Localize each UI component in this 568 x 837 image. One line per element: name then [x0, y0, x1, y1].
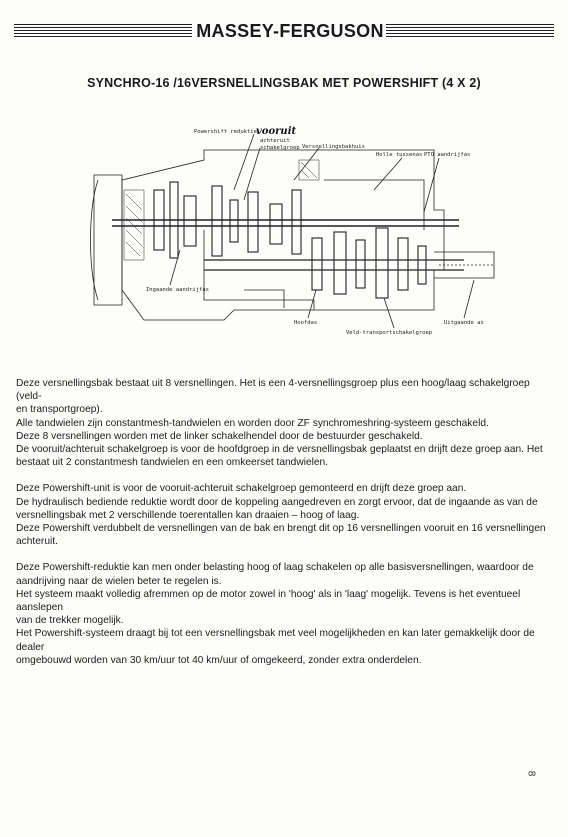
text-line: Het Powershift-systeem draagt bij tot een versnellingsbak met veel mogelijkheden en kan later gemakkelijk door de dealer [16, 628, 535, 653]
label-schakelgroep: schakelgroep [260, 145, 300, 151]
text-line: en transportgroep). [16, 404, 103, 416]
text-line: Alle tandwielen zijn constantmesh-tandwielen en worden door ZF synchromeshring-systeem geschakeld. [16, 417, 489, 429]
label-hoofdas: Hoofdas [294, 320, 318, 326]
label-pto-aandrijfas: PTO aandrijfas [424, 152, 471, 158]
body-text [16, 377, 548, 667]
header-rule-left [14, 24, 192, 38]
text-line: Deze versnellingsbak bestaat uit 8 versnellingen. Het is een 4-versnellingsgroep plus een hoog/laag schakelgroep (veld- [16, 378, 530, 403]
label-veld-transport: Veld-transportschakelgroep [346, 330, 433, 336]
text-line: Deze 8 versnellingen worden met de linker schakelhendel door de bestuurder geschakeld. [16, 430, 423, 442]
brand-title: MASSEY-FERGUSON [196, 21, 384, 41]
paragraph-2 [16, 482, 548, 548]
text-line: achteruit. [16, 536, 58, 548]
label-vooruit-handwritten: vooruit [256, 126, 297, 137]
text-line: Deze Powershift-reduktie kan men onder belasting hoog of laag schakelen op alle basisversnellingen, waardoor de [16, 562, 534, 574]
label-uitgaande-as: Uitgaande as [444, 320, 484, 326]
label-powershift-reduktie: Powershift reduktie [194, 129, 257, 135]
page-title: SYNCHRO-16 /16VERSNELLINGSBAK MET POWERSHIFT (4 X 2) [87, 76, 481, 90]
transmission-cross-section [84, 120, 504, 345]
text-line: omgebouwd worden van 30 km/uur tot 40 km/uur of omgekeerd, zonder extra onderdelen. [16, 654, 422, 666]
transmission-diagram [84, 120, 504, 345]
text-line: Deze Powershift-unit is voor de vooruit-achteruit schakelgroep gemonteerd en drijft deze groep aan. [16, 483, 467, 495]
paragraph-1 [16, 377, 548, 469]
label-holle-tussenas: Holle tussenas [376, 152, 423, 158]
text-line: De vooruit/achteruit schakelgroep is voor de hoofdgroep in de versnellingsbak geplaatst en drijft deze groep aan. Het [16, 444, 543, 456]
text-line: versnellingsbak met 2 verschillende toerentallen kan draaien – hoog of laag. [16, 509, 360, 521]
text-line: bestaat uit 2 constantmesh tandwielen en een omkeerset tandwielen. [16, 457, 329, 469]
text-line: Deze Powershift verdubbelt de versnellingen van de bak en brengt dit op 16 versnellingen vooruit en 16 versnellingen [16, 523, 546, 535]
text-line: aandrijving naar de wielen beter te regelen is. [16, 575, 222, 587]
label-versnellingsbakhuis: Versnellingsbakhuis [302, 144, 365, 150]
page-number: 8 [525, 770, 537, 777]
label-achteruit: achteruit [260, 138, 290, 144]
text-line: van de trekker mogelijk. [16, 615, 124, 627]
page-header [14, 20, 554, 42]
text-line: De hydraulisch bediende reduktie wordt door de koppeling aangedreven en zorgt ervoor, dat de ingaande as van de [16, 496, 538, 508]
paragraph-3 [16, 561, 548, 667]
text-line: Het systeem maakt volledig afremmen op de motor zowel in 'hoog' als in 'laag' mogelijk. Tevens is het eventueel aanslepen [16, 588, 521, 614]
header-rule-right [386, 24, 554, 38]
label-ingaande-aandrijfas: Ingaande aandrijfas [146, 287, 209, 293]
